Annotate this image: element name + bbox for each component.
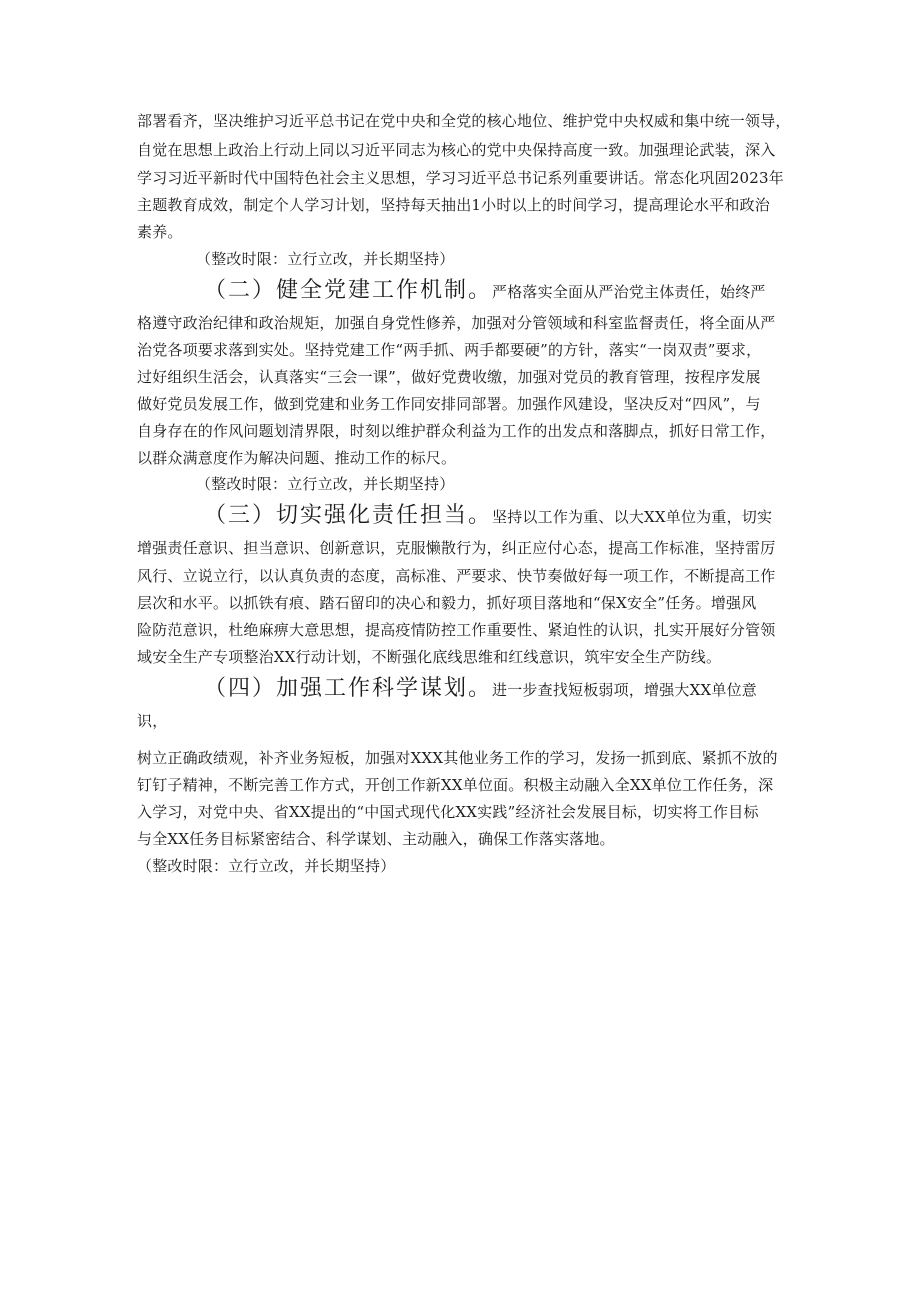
section4-line: 与全XX任务目标紧密结合、科学谋划、主动融入，确保工作落实落地。 bbox=[137, 830, 615, 848]
section4-heading-line bbox=[204, 674, 757, 705]
section3-title: （三）切实强化责任担当。 bbox=[204, 503, 493, 528]
para1-line: 主题教育成效，制定个人学习计划，坚持每天抽出1小时以上的时间学习，提高理论水平和政治 bbox=[137, 196, 770, 214]
section2-title: （二）健全党建工作机制。 bbox=[204, 278, 493, 303]
section4-line: 钉钉子精神，不断完善工作方式，开创工作新XX单位面。积极主动融入全XX单位工作任务，深 bbox=[137, 776, 774, 794]
section3-line: 层次和水平。以抓铁有痕、踏石留印的决心和毅力，抓好项目落地和“保X安全”任务。增强风 bbox=[137, 594, 757, 612]
para1-line: 部署看齐，坚决维护习近平总书记在党中央和全党的核心地位、维护党中央权威和集中统一领导， bbox=[137, 112, 791, 130]
section4-line: 树立正确政绩观，补齐业务短板，加强对XXX其他业务工作的学习，发扬一抓到底、紧抓不放的 bbox=[137, 749, 778, 767]
section3-line: 险防范意识，杜绝麻痹大意思想，提高疫情防控工作重要性、紧迫性的认识，扎实开展好分管领 bbox=[137, 621, 776, 639]
para1-line: 素养。 bbox=[137, 223, 183, 241]
section2-line: 自身存在的作风问题划清界限，时刻以维护群众利益为工作的出发点和落脚点，抓好日常工作， bbox=[137, 422, 776, 440]
section3-first-line-text: 坚持以工作为重、以大XX单位为重，切实 bbox=[492, 508, 773, 526]
section4-line: 识， bbox=[137, 712, 168, 730]
para1-line: 自觉在思想上政治上行动上同以习近平同志为核心的党中央保持高度一致。加强理论武装，深入 bbox=[137, 141, 776, 159]
section4-title: （四）加强工作科学谋划。 bbox=[204, 676, 493, 701]
deadline-note: （整改时限：立行立改，并长期坚持） bbox=[196, 475, 455, 493]
section3-heading-line bbox=[204, 501, 772, 532]
deadline-note: （整改时限：立行立改，并长期坚持） bbox=[137, 857, 396, 875]
section2-line: 治党各项要求落到实处。坚持党建工作“两手抓、两手都要硬”的方针，落实“一岗双责”要求， bbox=[137, 341, 762, 359]
section2-line: 过好组织生活会，认真落实“三会一课”，做好党费收缴，加强对党员的教育管理，按程序发展 bbox=[137, 368, 761, 386]
section3-line: 风行、立说立行，以认真负责的态度，高标准、严要求、快节奏做好每一项工作，不断提高工作 bbox=[137, 567, 776, 585]
section2-heading-line bbox=[204, 276, 766, 307]
section2-line: 以群众满意度作为解决问题、推动工作的标尺。 bbox=[137, 449, 457, 467]
section2-line: 做好党员发展工作，做到党建和业务工作同安排同部署。加强作风建设，坚决反对“四风”，与 bbox=[137, 395, 761, 413]
section2-line: 格遵守政治纪律和政治规矩，加强自身党性修养，加强对分管领域和科室监督责任，将全面从严 bbox=[137, 314, 776, 332]
deadline-note: （整改时限：立行立改，并长期坚持） bbox=[196, 250, 455, 268]
section4-line: 入学习，对党中央、省XX提出的“中国式现代化XX实践”经济社会发展目标，切实将工作目标 bbox=[137, 803, 759, 821]
para1-line: 学习习近平新时代中国特色社会主义思想，学习习近平总书记系列重要讲话。常态化巩固2023年 bbox=[137, 169, 784, 187]
section4-first-line-text: 进一步查找短板弱项，增强大XX单位意 bbox=[492, 681, 757, 699]
section3-line: 增强责任意识、担当意识、创新意识，克服懒散行为，纠正应付心态，提高工作标准，坚持雷厉 bbox=[137, 539, 776, 557]
section3-line: 域安全生产专项整治XX行动计划，不断强化底线思维和红线意识，筑牢安全生产防线。 bbox=[137, 648, 722, 666]
section2-first-line-text: 严格落实全面从严治党主体责任，始终严 bbox=[492, 283, 766, 301]
